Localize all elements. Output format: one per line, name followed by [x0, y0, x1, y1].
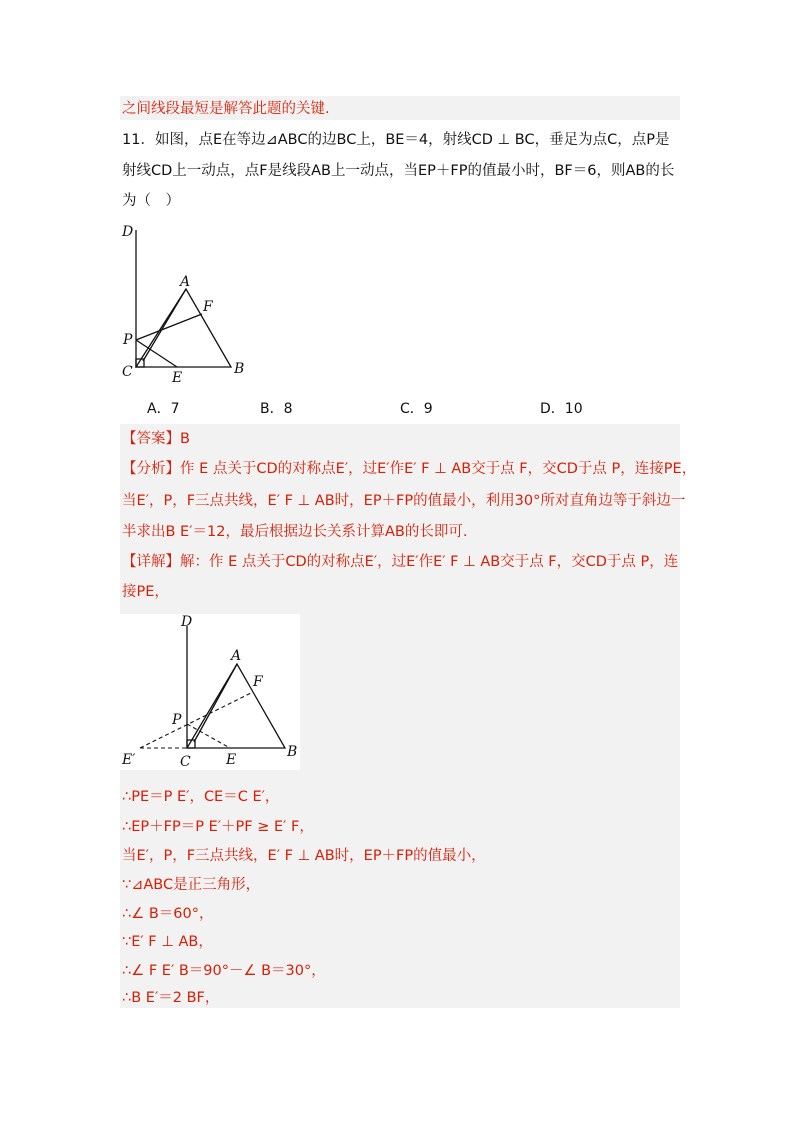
- option-c[interactable]: C．9: [400, 401, 433, 417]
- triangle-abc: [136, 289, 231, 367]
- line-ap: [143, 289, 186, 361]
- detail-line-2: 接PE，: [122, 584, 169, 600]
- label-d: D: [122, 224, 134, 240]
- analysis-line-1: 【分析】作 E 点关于CD的对称点E′，过E′作E′ F ⊥ AB交于点 F，交CD于点 P，连接PE，: [122, 461, 697, 477]
- label2-d: D: [181, 614, 193, 630]
- label2-e-prime: E′: [122, 752, 136, 768]
- solution-figure: [120, 614, 300, 770]
- step-4: ∵⊿ABC是正三角形，: [122, 877, 261, 893]
- label2-p: P: [172, 712, 182, 728]
- label-a: A: [180, 274, 191, 290]
- option-d[interactable]: D．10: [540, 401, 583, 417]
- question-line-3: 为（ ）: [122, 193, 180, 209]
- question-line-2: 射线CD上一动点，点F是线段AB上一动点，当EP＋FP的值最小时，BF＝6，则AB的长: [122, 163, 675, 179]
- question-text-1: 如图，点E在等边⊿ABC的边BC上，BE＝4，射线CD ⊥ BC，垂足为点C，点P是: [154, 132, 670, 148]
- label2-e: E: [226, 752, 237, 768]
- label2-c: C: [180, 754, 191, 770]
- label-f: F: [203, 299, 213, 315]
- dashed-e-prime-f: [140, 692, 253, 748]
- triangle-abc-2: [187, 664, 285, 748]
- label2-f: F: [253, 674, 263, 690]
- question-figure: [118, 218, 268, 388]
- answer-line: 【答案】B: [122, 431, 190, 447]
- step-5: ∴∠ B＝60°，: [122, 906, 214, 922]
- option-b[interactable]: B．8: [260, 401, 293, 417]
- label2-b: B: [287, 744, 298, 760]
- label2-a: A: [231, 648, 242, 664]
- step-1: ∴PE＝P E′，CE＝C E′，: [122, 789, 280, 805]
- conclusion-text: 之间线段最短是解答此题的关键.: [122, 101, 330, 117]
- step-8: ∴B E′＝2 BF，: [122, 990, 220, 1006]
- step-3: 当E′，P，F三点共线，E′ F ⊥ AB时，EP＋FP的值最小，: [122, 848, 486, 864]
- option-a[interactable]: A．7: [147, 401, 180, 417]
- question-line-1: [122, 130, 669, 150]
- analysis-line-3: 半求出B E′＝12，最后根据边长关系计算AB的长即可.: [122, 524, 468, 540]
- label-p: P: [123, 332, 133, 348]
- label-b: B: [234, 361, 245, 377]
- segment-pe: [136, 340, 177, 367]
- detail-line-1: 【详解】解：作 E 点关于CD的对称点E′，过E′作E′ F ⊥ AB交于点 F，交CD于点 P，连: [122, 554, 679, 570]
- question-number: 11．: [122, 132, 155, 148]
- step-6: ∵E′ F ⊥ AB，: [122, 934, 213, 950]
- analysis-line-2: 当E′，P，F三点共线，E′ F ⊥ AB时，EP＋FP的值最小，利用30°所对直角边等于斜边一: [122, 493, 686, 509]
- step-2: ∴EP＋FP＝P E′＋PF ≥ E′ F，: [122, 819, 314, 835]
- label-e: E: [172, 370, 183, 386]
- label-c: C: [122, 364, 133, 380]
- step-7: ∴∠ F E′ B＝90°－∠ B＝30°，: [122, 963, 326, 979]
